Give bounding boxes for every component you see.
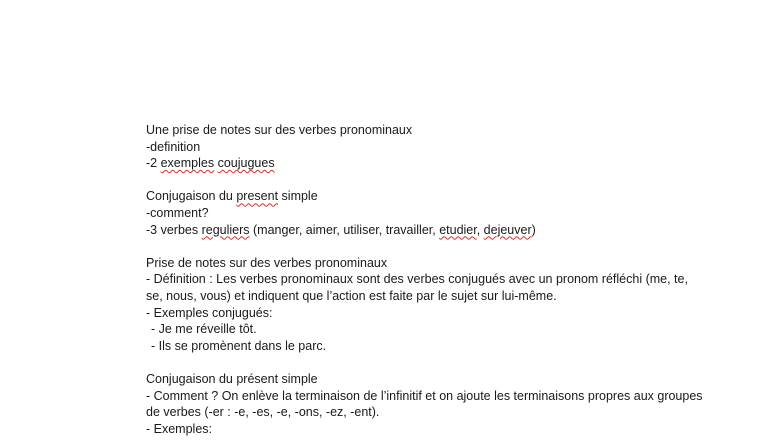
notes-definition-paragraph: - Définition : Les verbes pronominaux sont des verbes conjugués avec un pronom réfléchi (me, te, se, nous, vous) et indiquent que l’action est faite par le sujet sur lui-même. — [146, 272, 688, 303]
document-body[interactable] — [146, 122, 706, 437]
outline-verbs-separator: , — [476, 222, 484, 237]
spellcheck-word-reguliers[interactable]: reguliers — [201, 222, 250, 237]
outline-definition-item: -definition — [146, 139, 201, 154]
conjugation-section-title: Conjugaison du présent simple — [146, 371, 318, 386]
notes-section-title: Prise de notes sur des verbes pronominaux — [146, 255, 388, 270]
outline-verbs-prefix: -3 verbes — [146, 222, 202, 237]
conjugation-comment-paragraph: - Comment ? On enlève la terminaison de l’infinitif et on ajoute les terminaisons propres aux groupes de verbes (-er : -e, -es, -e, -ons, -ez, -ent). — [146, 388, 703, 420]
blank-line — [146, 354, 706, 371]
outline-conj-title-suffix: simple — [278, 189, 318, 204]
outline-notes-title: Une prise de notes sur des verbes pronominaux — [146, 123, 413, 137]
outline-verbs-list: (manger, aimer, utiliser, travailler, — [249, 222, 440, 237]
blank-line — [146, 172, 706, 189]
spellcheck-word-dejeuver[interactable]: dejeuver — [483, 222, 532, 237]
outline-verbs-item — [146, 222, 706, 239]
outline-examples-item — [146, 155, 706, 172]
notes-examples-label: - Exemples conjugués: — [146, 305, 273, 320]
spellcheck-word-exemples[interactable]: exemples — [160, 156, 215, 171]
outline-comment-item: -comment? — [146, 205, 209, 220]
outline-conj-title-prefix: Conjugaison du — [146, 189, 237, 204]
blank-line — [146, 238, 706, 255]
outline-examples-prefix: -2 — [146, 156, 161, 171]
outline-conjugation-title — [146, 188, 706, 205]
notes-example-2: - Ils se promènent dans le parc. — [151, 338, 327, 353]
spellcheck-word-present[interactable]: present — [236, 189, 279, 204]
outline-verbs-end: ) — [531, 222, 536, 237]
spellcheck-word-coujugues[interactable]: coujugues — [217, 156, 275, 171]
spellcheck-word-etudier[interactable]: etudier — [439, 222, 477, 237]
conjugation-examples-label: - Exemples: — [146, 421, 212, 436]
notes-example-1: - Je me réveille tôt. — [151, 322, 257, 337]
